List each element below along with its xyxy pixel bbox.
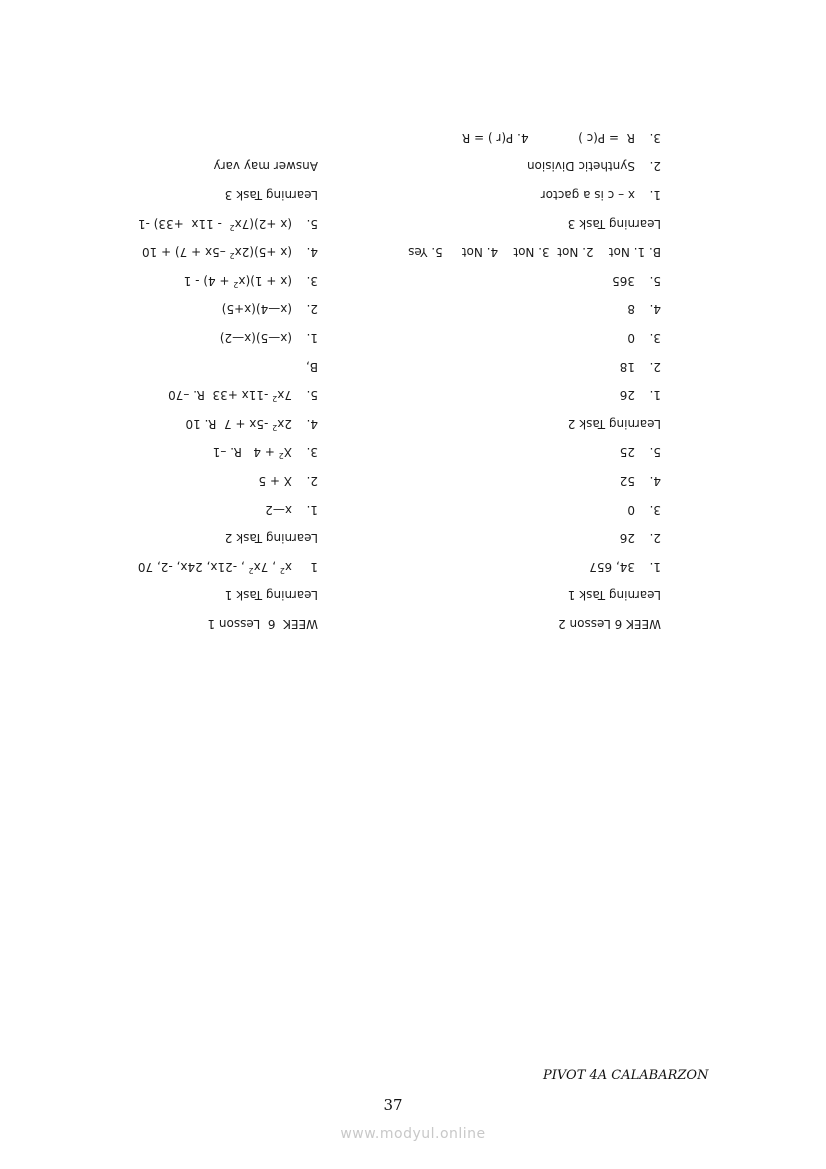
list-item: 5.25 (619, 445, 661, 460)
footer-title: PIVOT 4A CALABARZON (543, 1068, 709, 1083)
lesson2-task2-title: Learning Task 2 (567, 416, 661, 431)
list-item: $1x^2$ , $7x^2$ , -21x, 24x, -2, 70 (137, 559, 318, 575)
lesson2-task3-title: Learning Task 3 (567, 216, 661, 231)
lesson1-column (18, 152, 318, 638)
list-item: 2.26 (619, 531, 661, 546)
lesson1-task3-note: Answer may vary (213, 159, 318, 174)
list-item: 2.Synthetic Division (526, 159, 661, 174)
list-item: 1.(x—5)(x—2) (219, 331, 318, 346)
list-item: $4.2x^2$ -5x + 7 R. 10 (185, 416, 318, 432)
list-item: 2.(x—4)(x+5) (221, 302, 318, 317)
watermark: www.modyul.online (340, 1126, 486, 1142)
lesson1-header: WEEK 6 Lesson 1 (207, 617, 318, 631)
page-number: 37 (383, 1096, 403, 1114)
list-item: 3.R = P(c ) 4. P(r ) = R (461, 130, 661, 145)
list-item: $4.(x +5)(2x^2$ –5x + 7) + 10 (142, 245, 318, 261)
list-item: 4.8 (627, 302, 661, 317)
lesson2-task1-title: Learning Task 1 (567, 588, 661, 603)
list-item: 2.18 (619, 359, 661, 374)
list-item: 1.x – c is a gactor (540, 188, 661, 203)
list-item: 2.X + 5 (258, 474, 318, 489)
lesson2-header: WEEK 6 Lesson 2 (558, 617, 661, 631)
list-item: 1.x—2 (265, 502, 318, 517)
lesson1-task2-title: Learning Task 2 (224, 531, 318, 546)
lesson2-task2b: B. 1. Not 2. Not 3. Not 4. Not 5. Yes (408, 245, 661, 260)
list-item: $5.7x^2$ -11x +33 R. –70 (168, 388, 318, 404)
lesson1-b-label: B, (305, 359, 318, 374)
lesson1-task3-title: Learning Task 3 (224, 188, 318, 203)
list-item: 4.52 (619, 474, 661, 489)
list-item: 1.26 (619, 388, 661, 403)
list-item: $3.X^2 + 4$ R. –1 (212, 445, 318, 461)
list-item: 3.0 (627, 502, 661, 517)
list-item: 3.0 (627, 331, 661, 346)
list-item: 5.365 (612, 273, 661, 288)
list-item: $5.(x +2)(7x^2 - 11x +33)$ -1 (137, 216, 318, 232)
lesson1-task1-title: Learning Task 1 (224, 588, 318, 603)
lesson2-column (401, 123, 661, 638)
list-item: 1.34, 657 (589, 559, 661, 574)
list-item: $3.(x + 1)(x^2 + 4) - 1$ (183, 273, 318, 289)
